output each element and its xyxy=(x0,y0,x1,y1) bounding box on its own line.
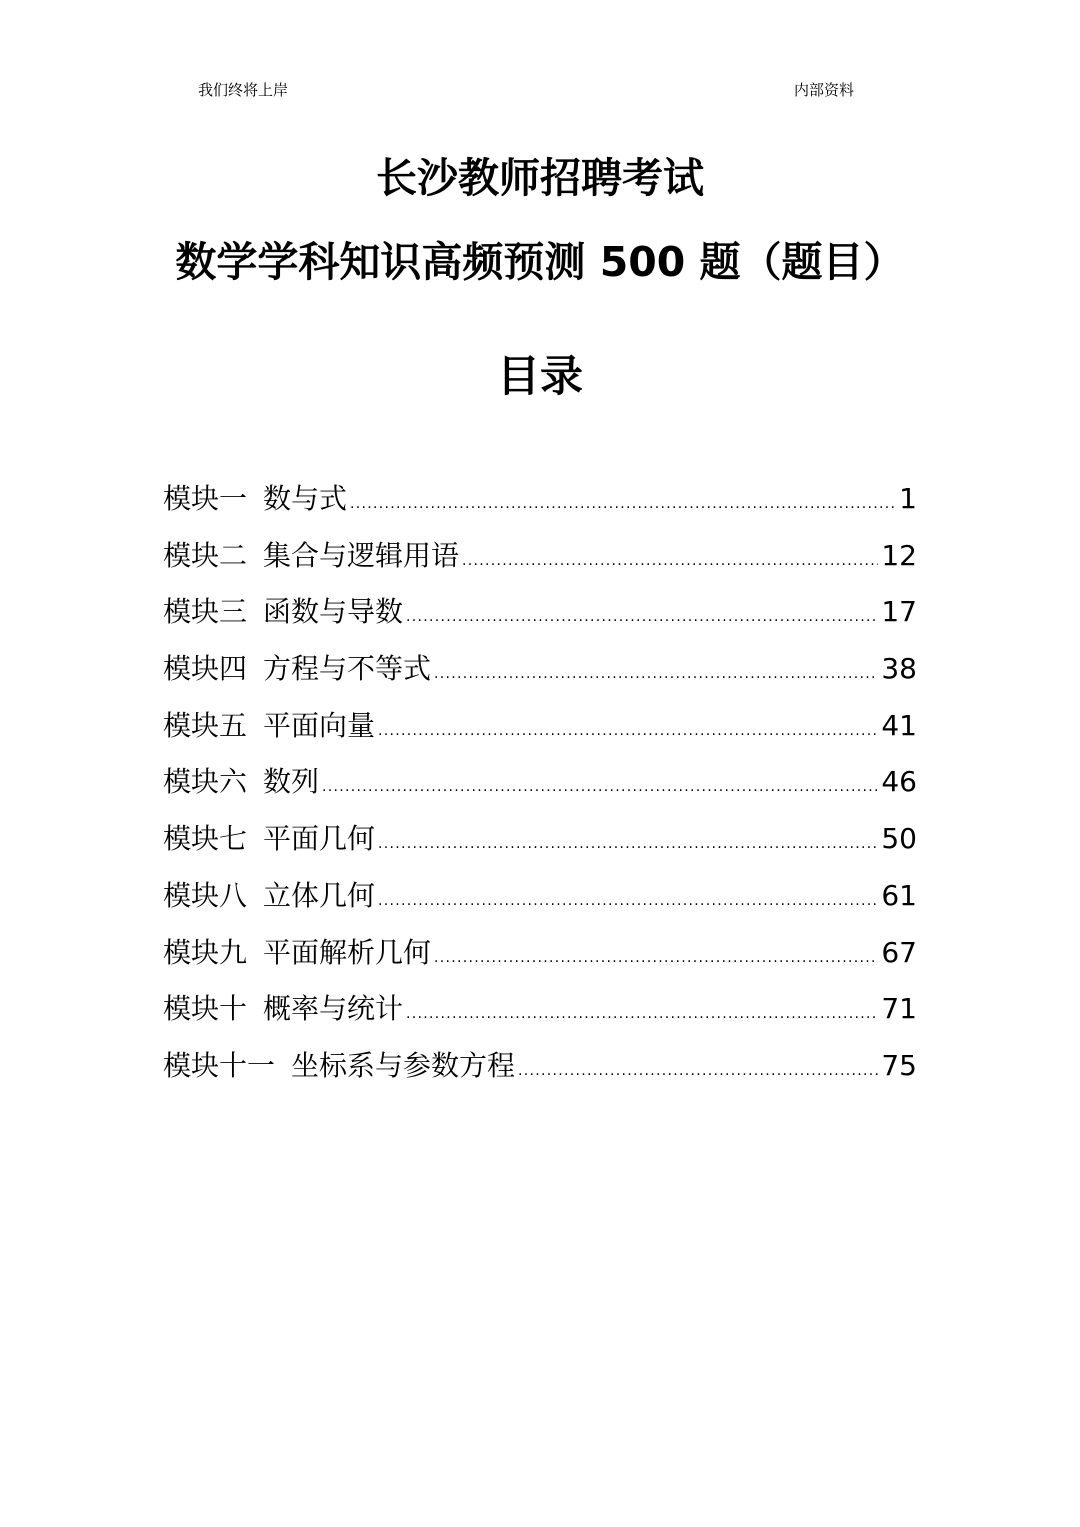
toc-topic-label: 立体几何 xyxy=(263,878,376,912)
toc-dot-leader xyxy=(378,877,878,925)
toc-dot-leader xyxy=(378,707,878,755)
toc-module-label: 模块三 xyxy=(163,595,248,629)
toc-topic-label: 概率与统计 xyxy=(263,992,404,1026)
toc-topic-label: 数与式 xyxy=(263,482,348,515)
toc-module-label: 模块四 xyxy=(163,652,248,686)
toc-entry[interactable] xyxy=(163,1042,917,1099)
toc-page-number: 46 xyxy=(881,765,917,799)
toc-dot-leader xyxy=(434,934,878,982)
toc-entry[interactable] xyxy=(163,645,917,702)
toc-entry[interactable] xyxy=(163,588,917,645)
toc-entry[interactable] xyxy=(163,758,917,815)
toc-topic-label: 函数与导数 xyxy=(263,595,404,629)
toc-dot-leader xyxy=(406,593,878,641)
toc-page-number: 12 xyxy=(881,538,917,572)
toc-page-number: 75 xyxy=(881,1048,917,1082)
toc-entry[interactable] xyxy=(163,475,917,532)
toc-module-label: 模块七 xyxy=(163,822,248,856)
toc-topic-label: 集合与逻辑用语 xyxy=(263,538,460,572)
document-title: 长沙教师招聘考试 xyxy=(376,154,704,202)
toc-entry[interactable] xyxy=(163,985,917,1042)
toc-page-number: 41 xyxy=(881,708,917,742)
toc-page-number: 50 xyxy=(881,822,917,856)
toc-module-label: 模块九 xyxy=(163,935,248,969)
toc-topic-label: 方程与不等式 xyxy=(263,652,432,686)
table-of-contents xyxy=(163,475,917,1099)
toc-dot-leader xyxy=(322,763,878,811)
toc-page-number: 17 xyxy=(881,595,917,629)
toc-dot-leader xyxy=(350,480,896,528)
toc-dot-leader xyxy=(462,537,878,585)
toc-module-label: 模块十一 xyxy=(163,1048,276,1082)
toc-dot-leader xyxy=(434,650,878,698)
toc-page-number: 67 xyxy=(881,935,917,969)
toc-module-label: 模块八 xyxy=(163,878,248,912)
toc-page-number: 38 xyxy=(881,652,917,686)
toc-module-label: 模块二 xyxy=(163,538,248,572)
toc-dot-leader xyxy=(518,1047,878,1095)
toc-module-label: 模块十 xyxy=(163,992,248,1026)
toc-dot-leader xyxy=(378,820,878,868)
toc-entry[interactable] xyxy=(163,815,917,872)
toc-entry[interactable] xyxy=(163,532,917,589)
toc-module-label: 模块一 xyxy=(163,482,248,515)
toc-entry[interactable] xyxy=(163,929,917,986)
toc-topic-label: 平面解析几何 xyxy=(263,935,432,969)
toc-page-number: 71 xyxy=(881,992,917,1026)
toc-topic-label: 平面向量 xyxy=(263,708,376,742)
document-subtitle: 数学学科知识高频预测 500 题（题目） xyxy=(175,238,905,286)
toc-module-label: 模块五 xyxy=(163,708,248,742)
toc-entry[interactable] xyxy=(163,702,917,759)
toc-module-label: 模块六 xyxy=(163,765,248,799)
toc-heading: 目录 xyxy=(497,352,583,402)
header-right-text: 内部资料 xyxy=(794,81,855,99)
toc-topic-label: 坐标系与参数方程 xyxy=(291,1048,516,1082)
toc-topic-label: 平面几何 xyxy=(263,822,376,856)
toc-page-number: 61 xyxy=(881,878,917,912)
header-left-text: 我们终将上岸 xyxy=(198,81,289,99)
toc-topic-label: 数列 xyxy=(263,765,320,799)
toc-entry[interactable] xyxy=(163,872,917,929)
toc-page-number: 1 xyxy=(899,482,917,515)
toc-dot-leader xyxy=(406,990,878,1038)
